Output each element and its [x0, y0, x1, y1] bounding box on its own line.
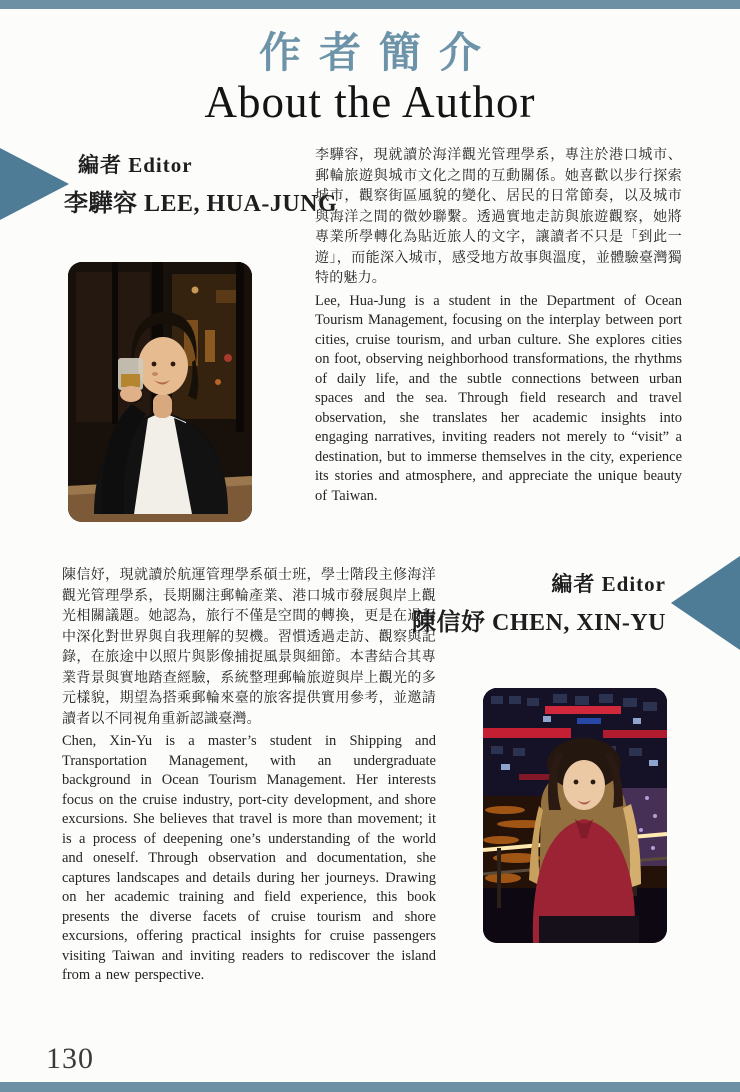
author-1-name: 李驊容 LEE, HUA-JUNG [64, 191, 338, 217]
author-2-bio-zh: 陳信妤，現就讀於航運管理學系碩士班，學士階段主修海洋觀光管理學系，長期關注郵輪產業、港口城市發展與岸上觀光相關議題。她認為，旅行不僅是空間的轉換，更是在過程中深化對世界與自我理解的契機。習慣透過走訪、觀察與記錄，在旅途中以照片與影像捕捉風景與細節。本書結合其專業背景與實地踏查經驗，系統整理郵輪旅遊與岸上觀光的多元樣貌，期望為搭乘郵輪來臺的旅客提供實用參考，並邀請讀者以不同視角重新認識臺灣。 [62, 568, 436, 727]
author-2-bio-en: Chen, Xin-Yu is a master’s student in Shipping and Transportation Management, with an undergraduate background in Ocean Tourism Management. Her interests focus on the cruise industry, port-city development, and shore excursions. She believes that travel is more than movement; it is a process of deepening one’s understanding of the world and oneself. Through observation and documentation, she captures landscapes and details during her journeys. Drawing on her academic training and field experience, this book presents the diverse facets of cruise tourism and shore excursions, offering practical insights for cruise passengers visiting Taiwan and inviting readers to rediscover the island from a new perspective. [62, 733, 436, 983]
author-1-bio-zh: 李驊容，現就讀於海洋觀光管理學系，專注於港口城市、郵輪旅遊與城市文化之間的互動關係。她喜歡以步行探索城市，觀察街區風貌的變化、居民的日常節奏，以及城市與海洋之間的微妙聯繫。透過實地走訪與旅遊觀察，她將專業所學轉化為貼近旅人的文字，讓讀者不只是「到此一遊」，而能深入城市，感受地方故事與溫度，並體驗臺灣獨特的魅力。 [315, 148, 682, 286]
author-1-pointer-triangle [0, 148, 69, 220]
author-2-photo [483, 688, 667, 943]
bottom-accent-bar [0, 1082, 740, 1092]
author-2-editor-block [412, 568, 666, 637]
author-2-bio-column [62, 566, 436, 1050]
author-2-pointer-triangle [671, 556, 740, 650]
author-2-role-label: 編者 Editor [551, 572, 666, 596]
author-2-name: 陳信妤 CHEN, XIN-YU [412, 610, 666, 636]
top-accent-bar [0, 0, 740, 9]
author-1-role-label: 編者 Editor [78, 153, 193, 177]
page-title-zh: 作者簡介 [258, 31, 499, 77]
author-1-bio-column [315, 146, 682, 566]
page-number: 130 [46, 1042, 94, 1075]
author-1-editor-block [64, 149, 337, 218]
author-2-photo-illustration [483, 688, 667, 943]
author-1-photo-illustration [68, 262, 252, 522]
author-1-photo [68, 262, 252, 522]
author-1-bio-en: Lee, Hua-Jung is a student in the Department of Ocean Tourism Management, focusing on the interplay between port cities, cruise tourism, and urban culture. She explores cities on foot, observing neighborhood transformations, the rhythms of daily life, and the subtle connections between urban spaces and the sea. Through field research and travel observation, she translates her academic insights into engaging narratives, inviting readers not merely to “visit” a destination, but to immerse themselves in the city, experience its stories and atmosphere, and appreciate the unique beauty of Taiwan. [315, 292, 682, 504]
page-title-en: About the Author [204, 77, 536, 127]
